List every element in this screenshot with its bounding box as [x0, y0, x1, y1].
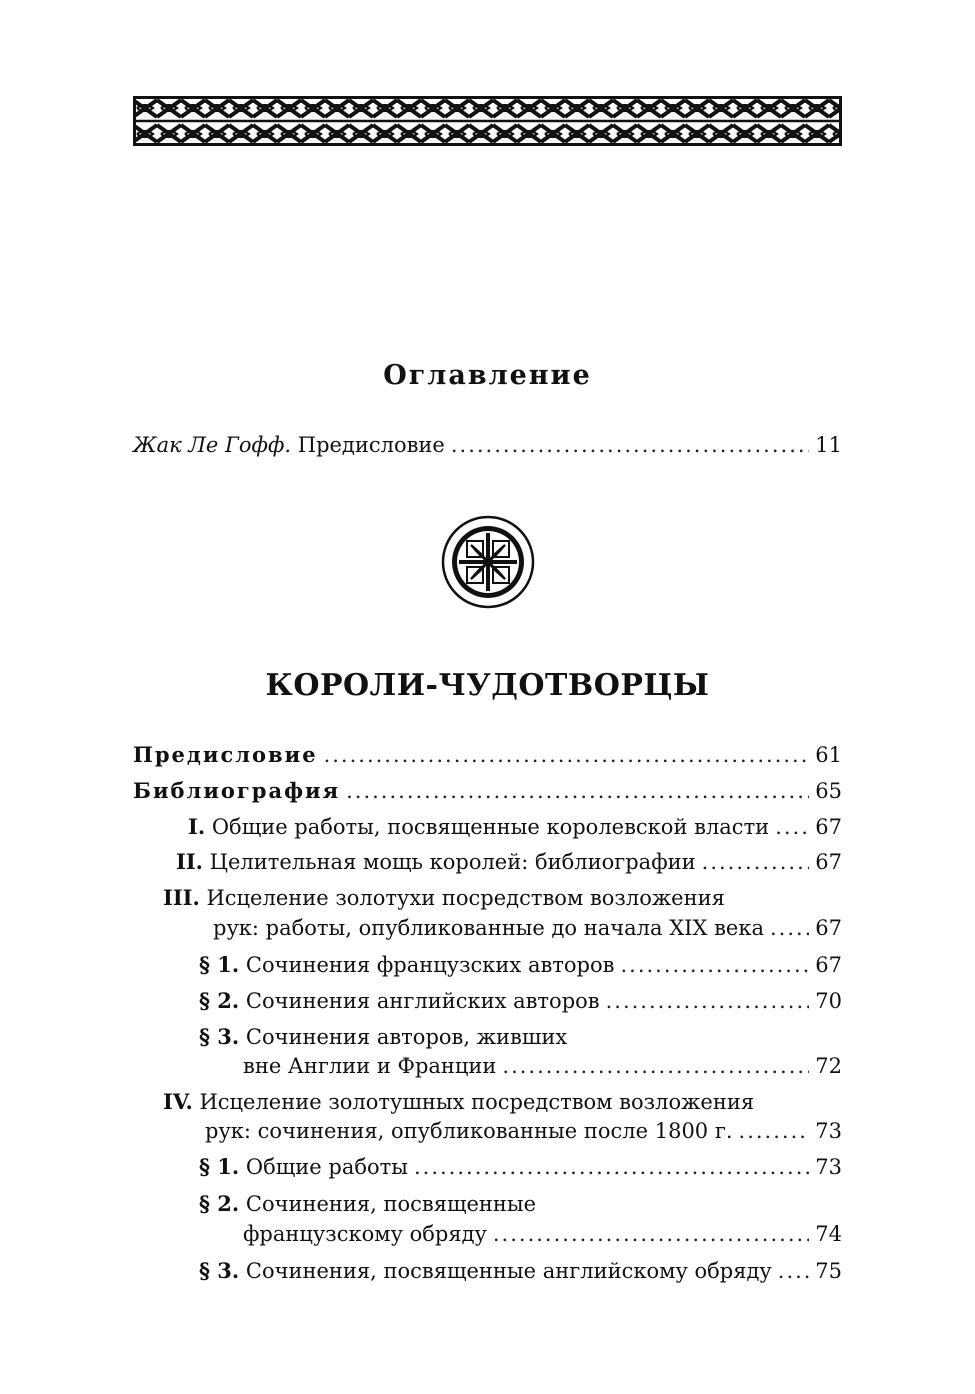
- paragraph-title: Общие работы: [245, 1155, 408, 1179]
- entry-label: рук: сочинения, опубликованные после 1800 г.: [205, 1119, 733, 1143]
- toc-entry-section-2[interactable]: [176, 847, 842, 877]
- section-number: IV.: [163, 1089, 193, 1114]
- toc-entry-section-4-line1[interactable]: [163, 1087, 754, 1117]
- intro-title: Предисловие: [297, 433, 445, 457]
- section-number: III.: [163, 885, 200, 910]
- contents-heading: Оглавление: [383, 360, 592, 391]
- page-number: 67: [815, 916, 842, 940]
- paragraph-title: Сочинения, посвященные английскому обряду: [245, 1259, 772, 1283]
- toc-entry-section-3-para-3[interactable]: [243, 1051, 842, 1081]
- page-number: 67: [815, 850, 842, 874]
- paragraph-number: § 1.: [199, 952, 240, 977]
- page-number: 67: [815, 953, 842, 977]
- paragraph-number: § 1.: [199, 1154, 240, 1179]
- dot-leader: [324, 740, 810, 770]
- dot-leader: [702, 847, 810, 877]
- section-number: I.: [188, 814, 206, 839]
- entry-label: [188, 812, 769, 842]
- toc-entry-preface[interactable]: [133, 740, 842, 770]
- toc-entry-section-4-para-1[interactable]: [199, 1152, 842, 1182]
- paragraph-title: Сочинения английских авторов: [245, 989, 600, 1013]
- page-number: 61: [815, 743, 842, 767]
- dot-leader: [451, 430, 809, 460]
- dot-leader: [620, 950, 809, 980]
- paragraph-title: Сочинения французских авторов: [245, 953, 615, 977]
- page-number: 73: [815, 1119, 842, 1143]
- toc-entry-section-3-para-3-line1[interactable]: [199, 1022, 567, 1052]
- entry-label: [133, 430, 445, 460]
- section-title: Исцеление золотухи посредством возложения: [206, 886, 725, 910]
- toc-entry-intro[interactable]: [133, 430, 842, 460]
- toc-entry-bibliography[interactable]: [133, 776, 842, 806]
- entry-label: французскому обряду: [243, 1222, 487, 1246]
- page-number: 67: [815, 815, 842, 839]
- dot-leader: [493, 1219, 809, 1249]
- paragraph-title: Сочинения авторов, живших: [245, 1025, 568, 1049]
- toc-entry-section-4-para-2[interactable]: [243, 1219, 842, 1249]
- toc-entry-section-4[interactable]: [205, 1116, 842, 1146]
- page-number: 65: [815, 779, 842, 803]
- section-number: II.: [176, 849, 203, 874]
- entry-label: Библиография: [133, 778, 341, 803]
- dot-leader: [778, 1256, 810, 1286]
- intro-author: Жак Ле Гофф.: [133, 433, 292, 457]
- entry-label: [199, 1256, 772, 1286]
- entry-label: вне Англии и Франции: [243, 1054, 497, 1078]
- page-number: 70: [815, 989, 842, 1013]
- paragraph-number: § 2.: [199, 1191, 240, 1216]
- page-number: 73: [815, 1155, 842, 1179]
- paragraph-title: Сочинения, посвященные: [245, 1192, 537, 1216]
- entry-label: [199, 950, 614, 980]
- toc-entry-section-1[interactable]: [188, 812, 842, 842]
- toc-entry-section-3-para-1[interactable]: [199, 950, 842, 980]
- dot-leader: [414, 1152, 809, 1182]
- page-number: 72: [815, 1054, 842, 1078]
- toc-entry-section-3-line1[interactable]: [163, 883, 725, 913]
- paragraph-number: § 3.: [199, 1024, 240, 1049]
- celtic-cross-emblem-icon: [441, 515, 535, 609]
- toc-entry-section-4-para-3[interactable]: [199, 1256, 842, 1286]
- toc-entry-section-3[interactable]: [213, 913, 842, 943]
- dot-leader: [775, 812, 809, 842]
- dot-leader: [346, 776, 809, 806]
- entry-label: Предисловие: [133, 742, 318, 767]
- paragraph-number: § 2.: [199, 988, 240, 1013]
- toc-entry-section-4-para-2-line1[interactable]: [199, 1189, 536, 1219]
- dot-leader: [739, 1116, 810, 1146]
- celtic-knot-border: [133, 96, 842, 146]
- toc-entry-section-3-para-2[interactable]: [199, 986, 842, 1016]
- section-title: Исцеление золотушных посредством возложения: [199, 1090, 755, 1114]
- entry-label: [176, 847, 696, 877]
- section-title: Общие работы, посвященные королевской власти: [211, 815, 770, 839]
- dot-leader: [606, 986, 810, 1016]
- page-number: 75: [815, 1259, 842, 1283]
- dot-leader: [770, 913, 809, 943]
- section-title: Целительная мощь королей: библиографии: [209, 850, 696, 874]
- page-number: 74: [815, 1222, 842, 1246]
- paragraph-number: § 3.: [199, 1258, 240, 1283]
- entry-label: [199, 986, 600, 1016]
- page-number: 11: [815, 433, 842, 457]
- entry-label: [199, 1152, 408, 1182]
- book-title: КОРОЛИ-ЧУДОТВОРЦЫ: [265, 668, 710, 703]
- entry-label: рук: работы, опубликованные до начала XIX века: [213, 916, 764, 940]
- dot-leader: [502, 1051, 809, 1081]
